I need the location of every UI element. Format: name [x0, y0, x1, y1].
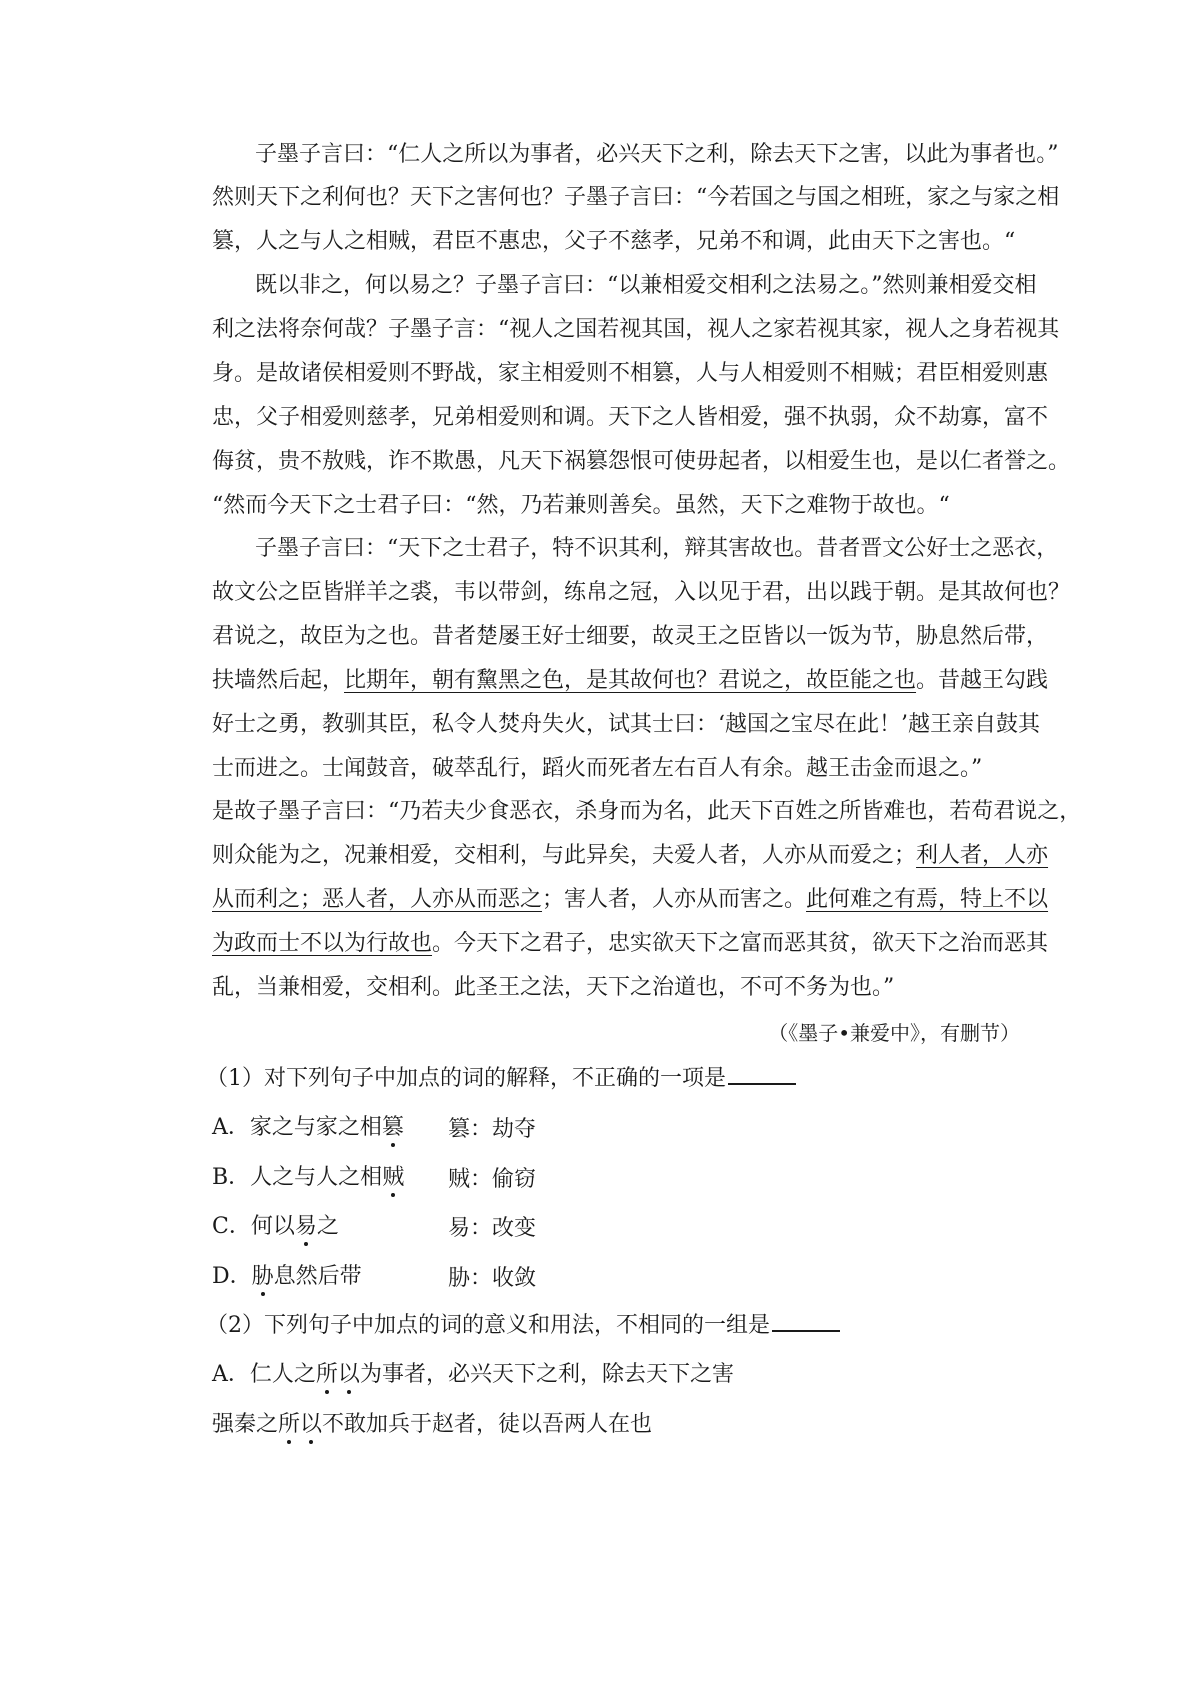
- question-text: （1）对下列句子中加点的词的解释，不正确的一项是: [206, 1066, 726, 1091]
- answer-blank[interactable]: [772, 1310, 840, 1332]
- passage-line: 忠，父子相爱则慈孝，兄弟相爱则和调。天下之人皆相爱，强不执弱，众不劫寡，富不: [212, 405, 1049, 430]
- question-1-stem: [206, 1063, 796, 1094]
- option-a: [212, 1360, 734, 1390]
- option-text: 之: [316, 1214, 339, 1239]
- option-b-explanation: 贼：偷窃: [448, 1167, 537, 1192]
- dotted-word: 篡: [381, 1115, 404, 1140]
- answer-blank[interactable]: [728, 1063, 796, 1085]
- option-text: 为事者，必兴天下之利，除去天下之害: [359, 1362, 734, 1387]
- passage-line: 篡，人之与人之相贼，君臣不惠忠，父子不慈孝，兄弟不和调，此由天下之害也。“: [212, 229, 1016, 254]
- passage-line: 士而进之。士闻鼓音，破萃乱行，蹈火而死者左右百人有余。越王击金而退之。”: [212, 756, 983, 781]
- option-text: 强秦之: [212, 1412, 279, 1437]
- option-label: A．: [212, 1115, 250, 1140]
- option-text: 息然后带: [273, 1264, 362, 1289]
- option-label: A．: [212, 1362, 250, 1387]
- passage-line: [212, 929, 1048, 959]
- passage-line: 好士之勇，教驯其臣，私令人焚舟失火，试其士曰：‘越国之宝尽在此！’越王亲自鼓其: [212, 712, 1040, 737]
- question-2-stem: [206, 1310, 840, 1341]
- text-segment: 。今天下之君子，忠实欲天下之富而恶其贫，欲天下之治而恶其: [432, 931, 1049, 956]
- option-text: 仁人之: [249, 1362, 316, 1387]
- option-label: D．: [212, 1264, 252, 1289]
- option-a: [212, 1113, 404, 1143]
- passage-line: 利之法将奈何哉？子墨子言：“视人之国若视其国，视人之家若视其家，视人之身若视其: [212, 317, 1060, 342]
- option-c-explanation: 易：改变: [448, 1216, 537, 1241]
- dotted-word: 易: [294, 1214, 317, 1239]
- question-text: （2）下列句子中加点的词的意义和用法，不相同的一组是: [206, 1313, 770, 1338]
- passage-line: 乱，当兼相爱，交相利。此圣王之法，天下之治道也，不可不务为也。”: [212, 975, 895, 1000]
- option-label: C．: [212, 1214, 251, 1239]
- option-b: [212, 1163, 404, 1193]
- option-text: 家之与家之相: [249, 1115, 382, 1140]
- text-segment: 则众能为之，况兼相爱，交相利，与此异矣，夫爱人者，人亦从而爱之；: [212, 843, 917, 868]
- passage-line: 侮贫，贵不敖贱，诈不欺愚，凡天下祸篡怨恨可使毋起者，以相爱生也，是以仁者誉之。: [212, 449, 1071, 474]
- passage-line: 然则天下之利何也？天下之害何也？子墨子言曰：“今若国之与国之相班，家之与家之相: [212, 185, 1060, 210]
- text-segment: ；害人者，人亦从而害之。: [542, 887, 807, 912]
- passage-line: [212, 666, 1048, 696]
- text-segment: 。昔越王勾践: [916, 668, 1049, 693]
- passage-line: 子墨子言曰：“天下之士君子，特不识其利，辩其害故也。昔者晋文公好士之恶衣，: [255, 536, 1059, 561]
- option-c: [212, 1212, 339, 1242]
- option-text: 人之与人之相: [250, 1165, 383, 1190]
- option-d: [212, 1262, 362, 1292]
- underlined-sentence: 利人者，人亦: [916, 843, 1049, 868]
- dotted-word: 所: [278, 1412, 301, 1437]
- passage-line: “然而今天下之士君子曰：“然，乃若兼则善矣。虽然，天下之难物于故也。“: [212, 493, 950, 518]
- dotted-word: 贼: [382, 1165, 405, 1190]
- option-label: B．: [212, 1165, 251, 1190]
- option-text: 何以: [250, 1214, 295, 1239]
- option-d-explanation: 胁：收敛: [448, 1266, 537, 1291]
- text-segment: 扶墙然后起，: [212, 668, 345, 693]
- passage-line: [212, 885, 1048, 915]
- option-a-second-sentence: [212, 1410, 652, 1440]
- passage-line: 君说之，故臣为之也。昔者楚屡王好士细要，故灵王之臣皆以一饭为节，胁息然后带，: [212, 624, 1049, 649]
- dotted-word: 以: [300, 1412, 323, 1437]
- dotted-word: 所: [315, 1362, 338, 1387]
- option-a-explanation: 篡：劫夺: [448, 1117, 537, 1142]
- passage-line: 既以非之，何以易之？子墨子言曰：“以兼相爱交相利之法易之。”然则兼相爱交相: [255, 273, 1037, 298]
- source-citation: （《墨子•兼爱中》，有删节）: [768, 1021, 1020, 1045]
- option-text: 不敢加兵于赵者，徒以吾两人在也: [322, 1412, 653, 1437]
- passage-line: 是故子墨子言曰：“乃若夫少食恶衣，杀身而为名，此天下百姓之所皆难也，若苟君说之，: [212, 799, 1082, 824]
- underlined-sentence: 从而利之；恶人者，人亦从而恶之: [212, 887, 543, 912]
- underlined-sentence: 比期年，朝有黧黑之色，是其故何也？君说之，故臣能之也: [344, 668, 917, 693]
- passage-line: 子墨子言曰：“仁人之所以为事者，必兴天下之利，除去天下之害，以此为事者也。”: [255, 142, 1059, 167]
- passage-line: [212, 841, 1048, 871]
- underlined-sentence: 为政而士不以为行故也: [212, 931, 433, 956]
- underlined-sentence: 此何难之有焉，特上不以: [806, 887, 1049, 912]
- dotted-word: 以: [337, 1362, 360, 1387]
- passage-line: 身。是故诸侯相爱则不野战，家主相爱则不相篡，人与人相爱则不相贼；君臣相爱则惠: [212, 361, 1049, 386]
- dotted-word: 胁: [251, 1264, 274, 1289]
- passage-line: 故文公之臣皆牂羊之裘，韦以带剑，练帛之冠，入以见于君，出以践于朝。是其故何也？: [212, 580, 1071, 605]
